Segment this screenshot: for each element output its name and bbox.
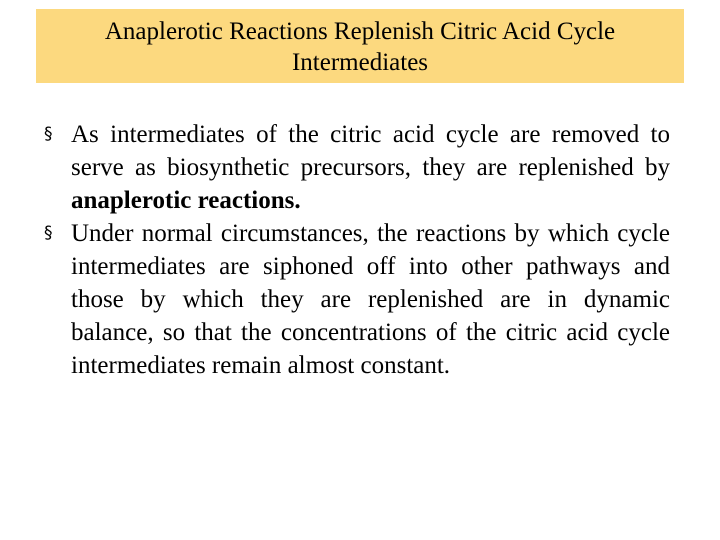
bullet-marker-icon: § [44,124,53,144]
bullet-list [44,118,670,382]
bullet-1-text: As intermediates of the citric acid cycle are removed to serve as biosynthetic precursors, they are replenished by [71,121,670,181]
slide-title-line-1: Anaplerotic Reactions Replenish Citric Acid Cycle [104,18,616,45]
bullet-marker-icon: § [44,223,53,243]
bullet-item-2 [44,217,670,382]
bullet-2-text: Under normal circumstances, the reactions by which cycle intermediates are siphoned off into other pathways and those by which they are replenished are in dynamic balance, so that the concentrations of the citric acid cycle intermediates remain almost constant. [71,220,670,379]
slide-title-line-2: Intermediates [291,49,429,76]
bullet-item-1 [44,118,670,217]
bullet-1-bold-term: anaplerotic reactions. [71,187,301,214]
slide-title [36,9,684,83]
